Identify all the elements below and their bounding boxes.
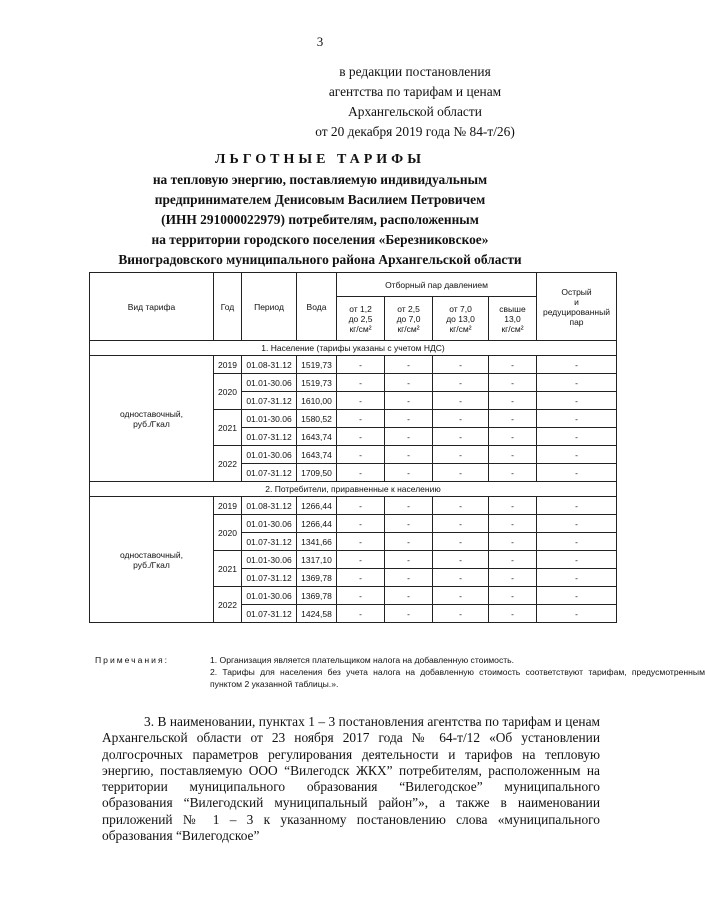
value-cell: - bbox=[489, 464, 537, 482]
value-cell: - bbox=[337, 551, 385, 569]
note-item: 2. Тарифы для населения без учета налога на добавленную стоимость соответствуют тарифам, предусмотренным пунктом 2 указанной таблицы.». bbox=[210, 667, 705, 689]
period-cell: 01.08-31.12 bbox=[242, 356, 297, 374]
table-body bbox=[90, 341, 617, 623]
value-cell: - bbox=[433, 428, 489, 446]
value-cell: - bbox=[489, 497, 537, 515]
header-line: до 7,0 bbox=[396, 313, 421, 324]
value-cell: - bbox=[337, 515, 385, 533]
header-line: кг/см² bbox=[501, 323, 524, 334]
water-value-cell: 1519,73 bbox=[297, 356, 337, 374]
notes-label: Примечания: bbox=[95, 655, 170, 665]
title-line: (ИНН 291000022979) потребителям, расположенным bbox=[161, 212, 479, 227]
period-cell: 01.01-30.06 bbox=[242, 446, 297, 464]
header-line: редуцированный bbox=[543, 306, 610, 317]
value-cell: - bbox=[537, 356, 617, 374]
period-cell: 01.01-30.06 bbox=[242, 410, 297, 428]
value-cell: - bbox=[433, 392, 489, 410]
value-cell: - bbox=[337, 569, 385, 587]
period-cell: 01.01-30.06 bbox=[242, 374, 297, 392]
edition-line: Архангельской области bbox=[348, 104, 482, 119]
value-cell: - bbox=[385, 569, 433, 587]
value-cell: - bbox=[385, 356, 433, 374]
year-cell: 2022 bbox=[214, 587, 242, 623]
header-line: от 7,0 bbox=[449, 303, 472, 314]
tariff-table bbox=[89, 272, 617, 623]
body-paragraph bbox=[102, 714, 600, 844]
value-cell: - bbox=[537, 515, 617, 533]
value-cell: - bbox=[385, 587, 433, 605]
header-tariff-type: Вид тарифа bbox=[90, 273, 214, 341]
year-cell: 2019 bbox=[214, 497, 242, 515]
value-cell: - bbox=[337, 428, 385, 446]
section-title: 1. Население (тарифы указаны с учетом НДС) bbox=[90, 341, 617, 356]
value-cell: - bbox=[385, 374, 433, 392]
paragraph-text: 3. В наименовании, пунктах 1 – 3 постановления агентства по тарифам и ценам Архангельской области от 23 ноября 2017 года № 64-т/12 «Об установлении долгосрочных параметров регулирования деятельности и тарифов на тепловую энергию, поставляемую ООО “Вилегодск ЖКХ” потребителям, расположенным на территории муниципального образования “Вилегодское” муниципального образования “Вилегодский муниципальный район”», а также в наименовании приложений № 1 – 3 к указанному постановлению слова «муниципального образования “Вилегодское” bbox=[102, 714, 600, 844]
period-cell: 01.07-31.12 bbox=[242, 569, 297, 587]
value-cell: - bbox=[537, 464, 617, 482]
header-steam-1 bbox=[337, 297, 385, 341]
water-value-cell: 1266,44 bbox=[297, 515, 337, 533]
value-cell: - bbox=[489, 515, 537, 533]
year-cell: 2019 bbox=[214, 356, 242, 374]
value-cell: - bbox=[489, 392, 537, 410]
value-cell: - bbox=[385, 446, 433, 464]
period-cell: 01.01-30.06 bbox=[242, 551, 297, 569]
value-cell: - bbox=[489, 533, 537, 551]
value-cell: - bbox=[489, 446, 537, 464]
title-line: Виноградовского муниципального района Архангельской области bbox=[118, 252, 522, 267]
value-cell: - bbox=[537, 551, 617, 569]
year-cell: 2020 bbox=[214, 515, 242, 551]
title-line: предпринимателем Денисовым Василием Петровичем bbox=[154, 192, 486, 207]
header-line: пар bbox=[569, 316, 584, 327]
value-cell: - bbox=[433, 533, 489, 551]
tariff-type-cell: одноставочный, руб./Гкал bbox=[90, 497, 214, 623]
header-steam-4 bbox=[489, 297, 537, 341]
edition-line: от 20 декабря 2019 года № 84-т/26) bbox=[315, 124, 515, 139]
value-cell: - bbox=[337, 533, 385, 551]
title-line: на тепловую энергию, поставляемую индивидуальным bbox=[152, 172, 488, 187]
page-number: 3 bbox=[316, 34, 324, 49]
water-value-cell: 1580,52 bbox=[297, 410, 337, 428]
header-year: Год bbox=[214, 273, 242, 341]
value-cell: - bbox=[337, 392, 385, 410]
water-value-cell: 1610,00 bbox=[297, 392, 337, 410]
edition-line: в редакции постановления bbox=[339, 64, 491, 79]
value-cell: - bbox=[537, 605, 617, 623]
value-cell: - bbox=[537, 410, 617, 428]
value-cell: - bbox=[489, 605, 537, 623]
value-cell: - bbox=[433, 464, 489, 482]
period-cell: 01.07-31.12 bbox=[242, 428, 297, 446]
value-cell: - bbox=[337, 410, 385, 428]
header-line: кг/см² bbox=[449, 323, 472, 334]
value-cell: - bbox=[385, 410, 433, 428]
value-cell: - bbox=[385, 428, 433, 446]
header-period: Период bbox=[242, 273, 297, 341]
water-value-cell: 1266,44 bbox=[297, 497, 337, 515]
title-heading: ЛЬГОТНЫЕ ТАРИФЫ bbox=[215, 152, 425, 167]
document-title bbox=[0, 150, 640, 270]
value-cell: - bbox=[337, 587, 385, 605]
value-cell: - bbox=[337, 446, 385, 464]
value-cell: - bbox=[489, 410, 537, 428]
value-cell: - bbox=[489, 374, 537, 392]
water-value-cell: 1519,73 bbox=[297, 374, 337, 392]
period-cell: 01.01-30.06 bbox=[242, 587, 297, 605]
value-cell: - bbox=[489, 569, 537, 587]
value-cell: - bbox=[385, 497, 433, 515]
table-row bbox=[90, 497, 617, 515]
value-cell: - bbox=[537, 533, 617, 551]
header-line: до 2,5 bbox=[348, 313, 373, 324]
value-cell: - bbox=[537, 587, 617, 605]
period-cell: 01.08-31.12 bbox=[242, 497, 297, 515]
header-water: Вода bbox=[297, 273, 337, 341]
water-value-cell: 1709,50 bbox=[297, 464, 337, 482]
header-line: кг/см² bbox=[349, 323, 372, 334]
value-cell: - bbox=[337, 605, 385, 623]
value-cell: - bbox=[385, 392, 433, 410]
water-value-cell: 1341,66 bbox=[297, 533, 337, 551]
value-cell: - bbox=[385, 533, 433, 551]
header-line: и bbox=[574, 296, 579, 307]
title-line: на территории городского поселения «Березниковское» bbox=[151, 232, 489, 247]
water-value-cell: 1643,74 bbox=[297, 446, 337, 464]
header-line: от 1,2 bbox=[349, 303, 372, 314]
header-line: свыше bbox=[499, 303, 526, 314]
period-cell: 01.07-31.12 bbox=[242, 464, 297, 482]
year-cell: 2022 bbox=[214, 446, 242, 482]
year-cell: 2021 bbox=[214, 551, 242, 587]
value-cell: - bbox=[489, 587, 537, 605]
value-cell: - bbox=[433, 551, 489, 569]
value-cell: - bbox=[537, 392, 617, 410]
tariff-type-cell: одноставочный, руб./Гкал bbox=[90, 356, 214, 482]
header-sharp-steam bbox=[537, 273, 617, 341]
water-value-cell: 1369,78 bbox=[297, 587, 337, 605]
value-cell: - bbox=[433, 587, 489, 605]
value-cell: - bbox=[385, 605, 433, 623]
value-cell: - bbox=[433, 356, 489, 374]
note-item: 1. Организация является плательщиком налога на добавленную стоимость. bbox=[210, 655, 515, 665]
header-line: Острый bbox=[561, 286, 592, 297]
value-cell: - bbox=[537, 374, 617, 392]
value-cell: - bbox=[385, 515, 433, 533]
value-cell: - bbox=[433, 497, 489, 515]
value-cell: - bbox=[433, 374, 489, 392]
value-cell: - bbox=[337, 356, 385, 374]
value-cell: - bbox=[385, 464, 433, 482]
period-cell: 01.07-31.12 bbox=[242, 605, 297, 623]
table-row bbox=[90, 356, 617, 374]
water-value-cell: 1369,78 bbox=[297, 569, 337, 587]
value-cell: - bbox=[337, 464, 385, 482]
value-cell: - bbox=[537, 497, 617, 515]
value-cell: - bbox=[537, 446, 617, 464]
header-line: до 13,0 bbox=[446, 313, 475, 324]
value-cell: - bbox=[433, 569, 489, 587]
value-cell: - bbox=[337, 497, 385, 515]
value-cell: - bbox=[385, 551, 433, 569]
year-cell: 2021 bbox=[214, 410, 242, 446]
edition-line: агентства по тарифам и ценам bbox=[328, 84, 502, 99]
period-cell: 01.01-30.06 bbox=[242, 515, 297, 533]
header-line: кг/см² bbox=[397, 323, 420, 334]
value-cell: - bbox=[433, 410, 489, 428]
value-cell: - bbox=[537, 428, 617, 446]
section-title: 2. Потребители, приравненные к населению bbox=[90, 482, 617, 497]
header-steam-3 bbox=[433, 297, 489, 341]
value-cell: - bbox=[489, 356, 537, 374]
value-cell: - bbox=[433, 515, 489, 533]
water-value-cell: 1317,10 bbox=[297, 551, 337, 569]
value-cell: - bbox=[433, 446, 489, 464]
value-cell: - bbox=[537, 569, 617, 587]
value-cell: - bbox=[489, 428, 537, 446]
value-cell: - bbox=[337, 374, 385, 392]
water-value-cell: 1643,74 bbox=[297, 428, 337, 446]
year-cell: 2020 bbox=[214, 374, 242, 410]
header-steam-group: Отборный пар давлением bbox=[337, 273, 537, 297]
edition-note bbox=[300, 62, 530, 142]
header-line: 13,0 bbox=[504, 313, 521, 324]
header-line: от 2,5 bbox=[397, 303, 420, 314]
value-cell: - bbox=[489, 551, 537, 569]
period-cell: 01.07-31.12 bbox=[242, 533, 297, 551]
water-value-cell: 1424,58 bbox=[297, 605, 337, 623]
period-cell: 01.07-31.12 bbox=[242, 392, 297, 410]
header-steam-2 bbox=[385, 297, 433, 341]
value-cell: - bbox=[433, 605, 489, 623]
